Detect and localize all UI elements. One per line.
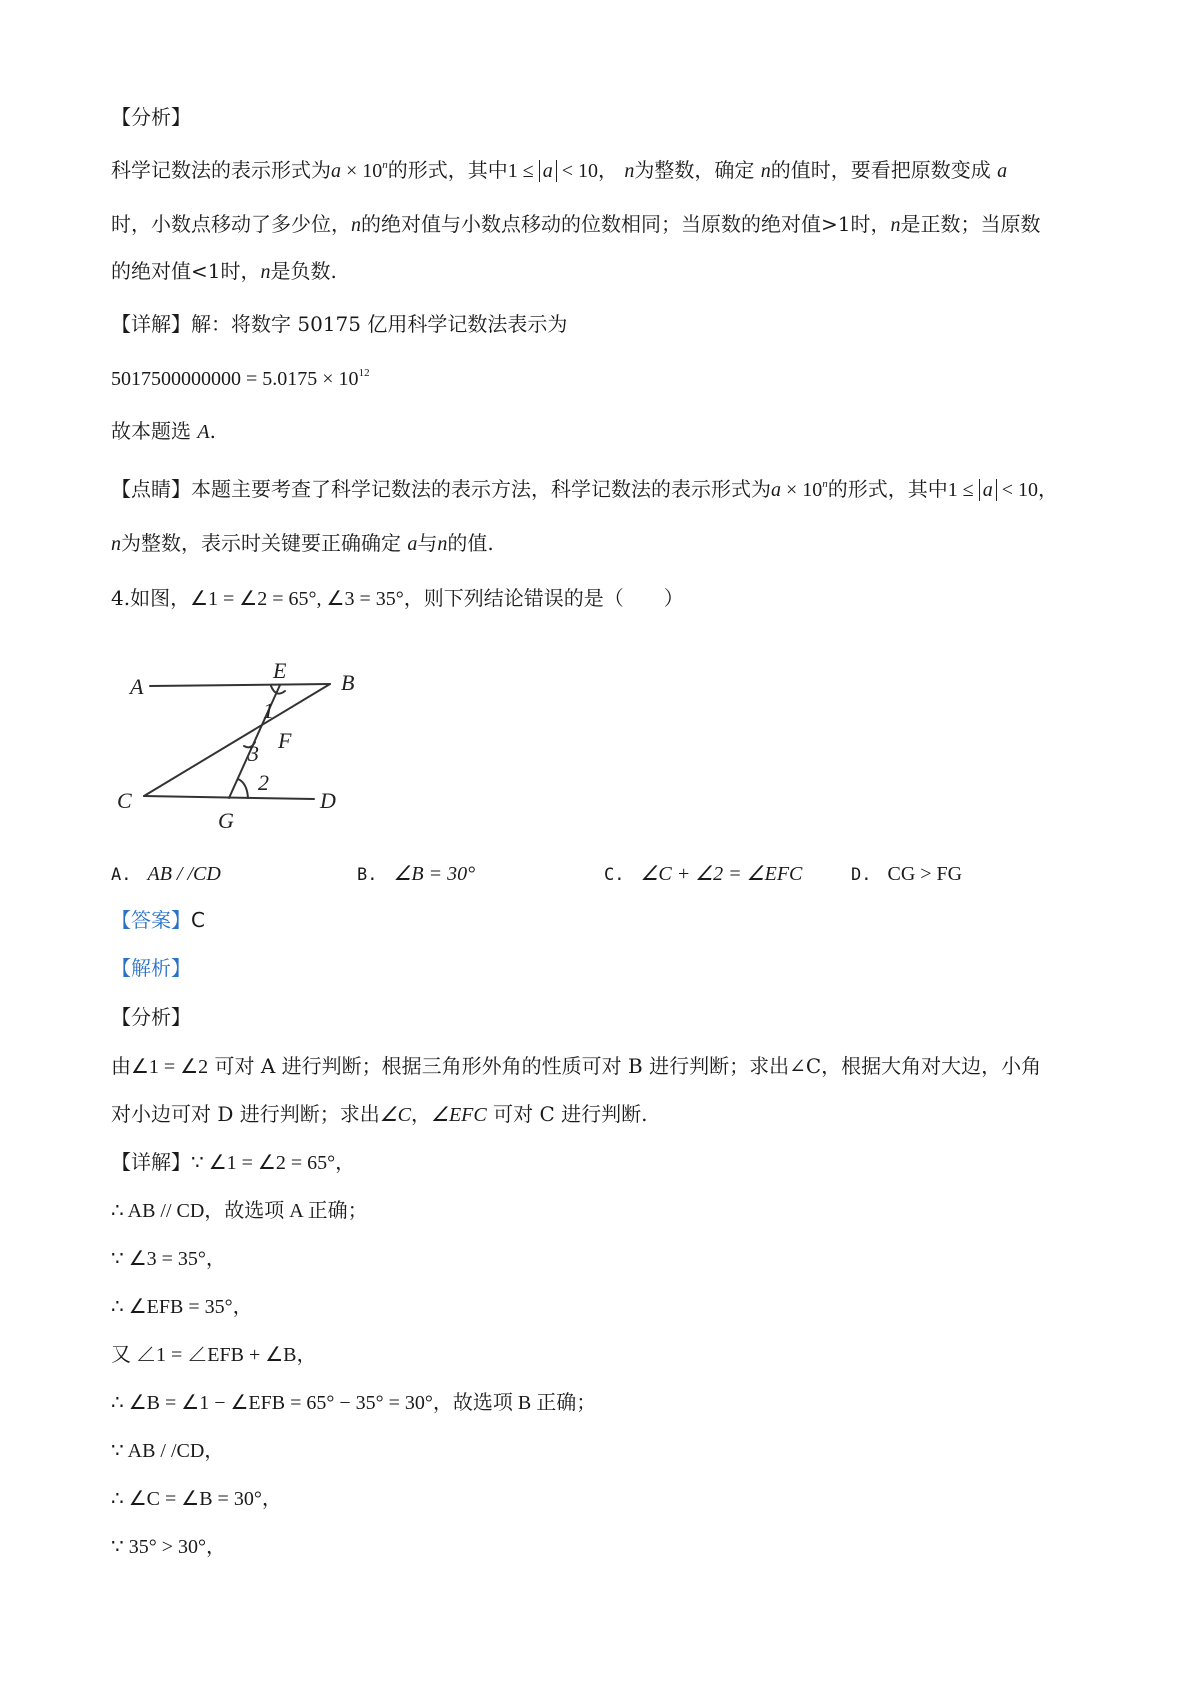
detail-2-step: ∴ ∠C = ∠B = 30°， xyxy=(111,1488,282,1510)
option-c: C. ∠C + ∠2 = ∠EFC xyxy=(604,863,803,885)
option-a: A. AB / /CD xyxy=(111,863,221,885)
detail-2-step: 又 ∠1 = ∠EFB + ∠B， xyxy=(111,1344,317,1366)
answer-value: C xyxy=(191,908,205,932)
analysis-2-line-1: 由∠1 = ∠2 可对 A 进行判断；根据三角形外角的性质可对 B 进行判断；求出∠C，根据大角对大边，小角 xyxy=(111,1054,1042,1078)
answer-label: 【答案】 xyxy=(111,908,191,932)
detail-line-1: 【详解】解：将数字 50175 亿用科学记数法表示为 xyxy=(111,312,568,336)
answer-line xyxy=(111,907,205,933)
analysis-paragraph-line-1: 科学记数法的表示形式为$a \times 10^n$的形式，其中1 ≤ a < 10， n为整数，确定 n的值时，要看把原数变成 a xyxy=(111,158,1008,182)
option-d: D. CG > FG xyxy=(851,863,963,885)
detail-2-line-1: 【详解】∵ ∠1 = ∠2 = 65°， xyxy=(111,1150,356,1174)
conclusion-line: 故本题选 A. xyxy=(111,419,216,443)
detail-2-step: ∴ ∠B = ∠1 − ∠EFB = 65° − 35° = 30°，故选项 B 正确； xyxy=(111,1392,597,1414)
question-line: 4.如图，∠1 = ∠2 = 65°, ∠3 = 35°，则下列结论错误的是（ ） xyxy=(111,586,684,610)
analysis-section-label: 【解析】 xyxy=(111,956,191,980)
detail-2-step: ∵ 35° > 30°， xyxy=(111,1536,226,1558)
analysis-header: 【分析】 xyxy=(111,105,191,129)
line-ab xyxy=(150,684,330,686)
analysis-2-header: 【分析】 xyxy=(111,1005,191,1029)
label-c: C xyxy=(117,788,132,813)
equation-line: $5017500000000 = 5.0175 \times 10^{12}$ xyxy=(111,367,370,390)
option-b: B. ∠B = 30° xyxy=(357,863,476,885)
analysis-paragraph-line-2: 时，小数点移动了多少位，n的绝对值与小数点移动的位数相同；当原数的绝对值>1时，n是正数；当原数 xyxy=(111,212,1041,236)
detail-2-step: ∴ ∠EFB = 35°， xyxy=(111,1296,253,1318)
angle-2-arc xyxy=(238,779,248,798)
analysis-2-line-2: 对小边可对 D 进行判断；求出∠C，∠EFC 可对 C 进行判断. xyxy=(111,1102,648,1126)
label-2: 2 xyxy=(258,770,269,795)
label-d: D xyxy=(320,788,336,813)
hint-line-2: n为整数，表示时关键要正确确定 a与n的值. xyxy=(111,531,494,555)
label-3: 3 xyxy=(248,741,259,766)
analysis-paragraph-line-3: 的绝对值<1时，n是负数. xyxy=(111,259,337,283)
label-g: G xyxy=(218,808,234,833)
detail-2-step: ∴ AB // CD，故选项 A 正确； xyxy=(111,1200,368,1222)
label-1: 1 xyxy=(263,698,274,723)
detail-2-step: ∵ ∠3 = 35°， xyxy=(111,1248,226,1270)
hint-line-1: 【点睛】本题主要考查了科学记数法的表示方法，科学记数法的表示形式为$a \times 10^n$的形式，其中1 ≤ a < 10， xyxy=(111,477,1059,501)
label-b: B xyxy=(341,670,355,695)
detail-2-step: ∵ AB / /CD， xyxy=(111,1440,225,1462)
label-e: E xyxy=(273,658,287,683)
geometry-figure xyxy=(108,650,388,840)
label-a: A xyxy=(130,674,144,699)
label-f: F xyxy=(278,728,292,753)
